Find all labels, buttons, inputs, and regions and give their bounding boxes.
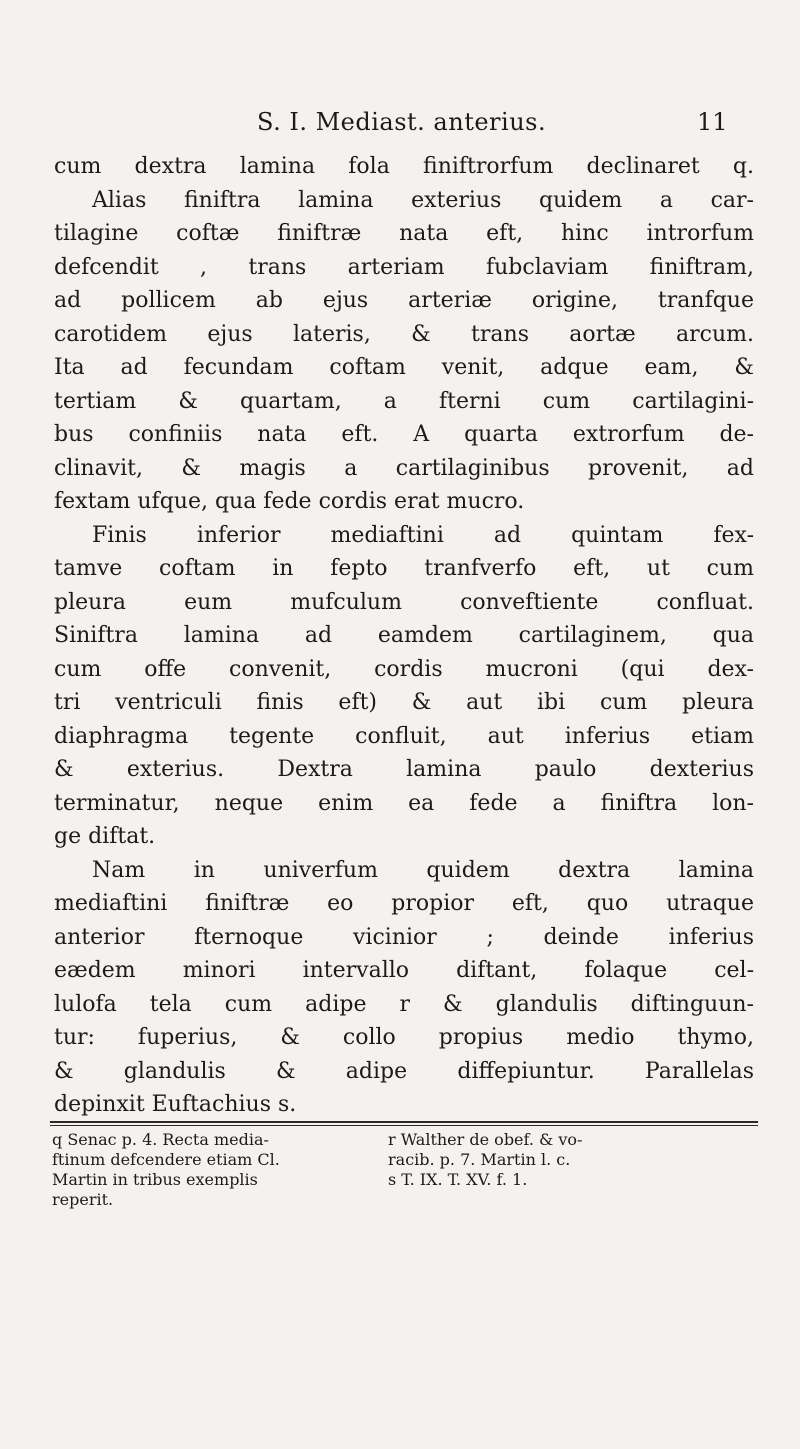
footnotes [52, 1130, 758, 1210]
footnote-row [52, 1130, 758, 1150]
text-line: & glandulis & adipe diffepiuntur. Parallelas [54, 1058, 754, 1084]
footnote-row [52, 1170, 758, 1190]
footnote-row [52, 1190, 758, 1210]
text-line: clinavit, & magis a cartilaginibus provenit, ad [54, 455, 754, 481]
text-line: lulofa tela cum adipe r & glandulis diftinguun- [54, 991, 754, 1017]
text-line: Alias finiftra lamina exterius quidem a car- [92, 187, 754, 213]
page-number: 11 [697, 108, 728, 136]
text-line: eædem minori intervallo diftant, folaque cel- [54, 958, 754, 983]
text-line: cum dextra lamina fola finiftrorfum declinaret q. [54, 154, 754, 179]
text-line: tur: fuperius, & collo propius medio thymo, [54, 1025, 754, 1050]
text-line: Siniftra lamina ad eamdem cartilaginem, qua [54, 623, 754, 648]
text-line: Nam in univerfum quidem dextra lamina [92, 857, 754, 883]
text-line: Finis inferior mediaftini ad quintam fex- [92, 522, 754, 548]
text-line: diaphragma tegente confluit, aut inferius etiam [54, 723, 754, 749]
footnote-row [52, 1150, 758, 1170]
footnote-left: reperit. [52, 1190, 114, 1209]
text-line: & exterius. Dextra lamina paulo dexterius [54, 757, 754, 782]
text-line: bus confiniis nata eft. A quarta extrorfum de- [54, 422, 754, 447]
footnote-left: Martin in tribus exemplis [52, 1170, 258, 1189]
text-line: carotidem ejus lateris, & trans aortæ arcum. [54, 321, 754, 347]
text-line: tilagine coftæ finiftræ nata eft, hinc introrfum [54, 221, 754, 246]
text-line: tri ventriculi finis eft) & aut ibi cum pleura [54, 690, 754, 715]
text-line: defcendit , trans arteriam fubclaviam finiftram, [54, 254, 754, 280]
text-line: fextam ufque, qua fede cordis erat mucro. [54, 489, 525, 514]
page-header [0, 108, 800, 148]
footnote-left: q Senac p. 4. Recta media- [52, 1130, 269, 1149]
text-line: tamve coftam in fepto tranfverfo eft, ut cum [54, 556, 754, 581]
text-line: terminatur, neque enim ea fede a finiftra lon- [54, 790, 754, 816]
text-line: cum offe convenit, cordis mucroni (qui dex- [54, 656, 754, 682]
text-line: ad pollicem ab ejus arteriæ origine, tranfque [54, 288, 754, 313]
text-line: tertiam & quartam, a fterni cum cartilagini- [54, 388, 754, 414]
text-line: anterior fternoque vicinior ; deinde inferius [54, 924, 754, 950]
footnote-left: ftinum defcendere etiam Cl. [52, 1150, 280, 1169]
footnote-right: s T. IX. T. XV. f. 1. [388, 1170, 528, 1189]
text-line: ge diftat. [54, 824, 156, 849]
footnote-right: r Walther de obef. & vo- [388, 1130, 583, 1149]
text-line: mediaftini finiftræ eo propior eft, quo utraque [54, 891, 754, 916]
running-head: S. I. Mediast. anterius. [257, 108, 547, 136]
text-line: pleura eum mufculum conveftiente confluat. [54, 589, 754, 615]
text-line: depinxit Euftachius s. [54, 1092, 297, 1117]
text-line: Ita ad fecundam coftam venit, adque eam, & [54, 355, 754, 380]
footnote-right [388, 1190, 758, 1210]
footnote-separator [50, 1121, 758, 1126]
footnote-right: racib. p. 7. Martin l. c. [388, 1150, 571, 1169]
body-text [54, 150, 754, 1122]
